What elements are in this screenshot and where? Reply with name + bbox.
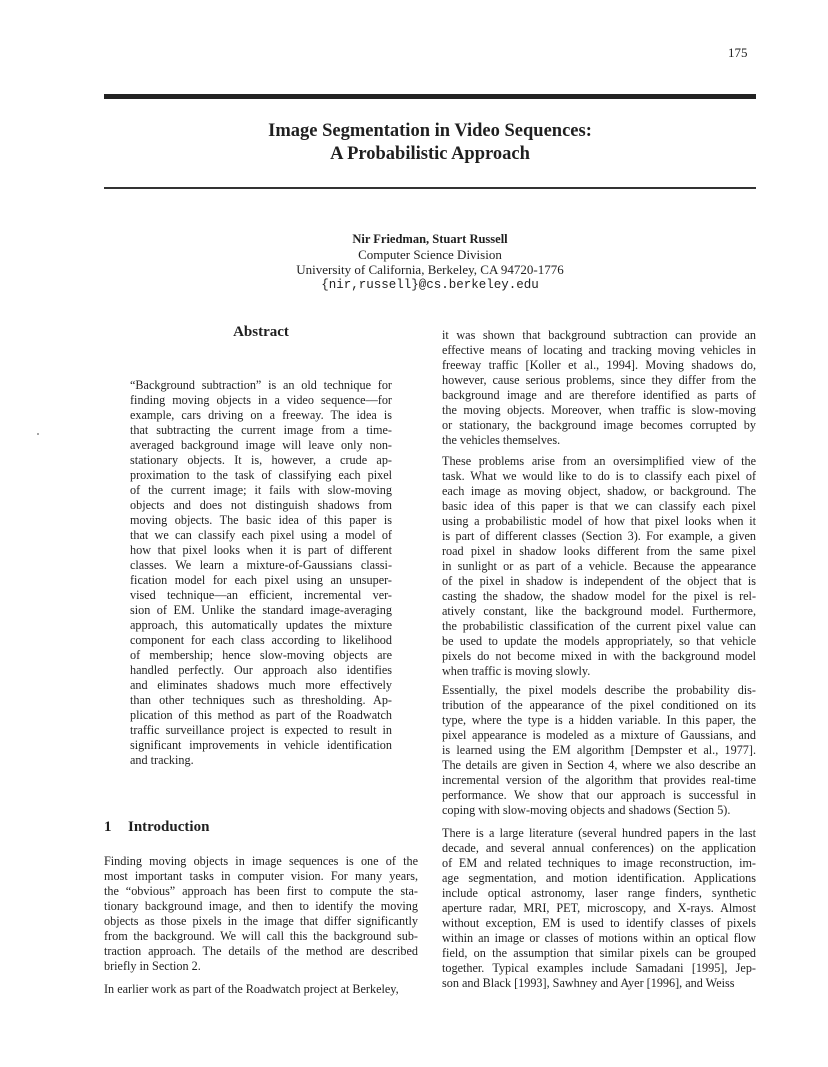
text-line: example, cars driving on a freeway. The idea is [130,408,392,422]
text-line: type, where the type is a hidden variable. In this paper, the [442,713,756,727]
text-line: or stationary, the background image becomes corrupted by [442,418,756,432]
text-line: is learned using the EM algorithm [Dempster et al., 1977]. [442,743,756,757]
text-line: performance. We show that our approach is successful in [442,788,756,802]
right-paragraph-3 [442,683,756,818]
text-line: decade, and several annual conferences) on the application [442,841,756,855]
text-line: aperture radar, MRI, PET, microscopy, and X-rays. Almost [442,901,756,915]
text-line: each image as moving object, shadow, or background. The [442,484,756,498]
intro-paragraph-1 [104,854,418,974]
section-number: 1 [104,819,112,835]
text-line: that subtracting the current image from a time- [130,423,392,437]
text-line: tionary background image, and then to identify the moving [104,899,418,913]
text-line: the “obvious” approach has been first to compute the sta- [104,884,418,898]
author-email: {nir,russell}@cs.berkeley.edu [321,278,539,292]
abstract-heading: Abstract [233,324,289,340]
text-line: of the pixel in shadow is independent of the object that is [442,574,756,588]
text-line: approach, this automatically updates the mixture [130,618,392,632]
text-line: moving objects. The basic idea of this paper is [130,513,392,527]
text-line: road pixel in shadow looks different from the same pixel [442,544,756,558]
text-line: the vehicles themselves. [442,433,561,447]
text-line: task. What we would like to do is to classify each pixel of [442,469,756,483]
text-line: incremental version of the algorithm that provides real-time [442,773,756,787]
text-line: traffic surveillance project is expected to result in [130,723,392,737]
text-line: atively constant, like the background model. Furthermore, [442,604,756,618]
text-line: sion of EM. Unlike the standard image-averaging [130,603,392,617]
text-line: without exception, EM is used to identify classes of pixels [442,916,756,930]
text-line: of the current image; it fails with slow-moving [130,483,392,497]
text-line: of EM and related techniques to image reconstruction, im- [442,856,756,870]
text-line: age segmentation, and motion identification. Applications [442,871,756,885]
section-title: Introduction [128,819,210,835]
abstract-body [130,378,392,768]
text-line: vised technique—an efficient, incremental ver- [130,588,392,602]
page-number: 175 [728,45,748,60]
text-line: effective means of locating and tracking moving vehicles in [442,343,756,357]
right-paragraph-2 [442,454,756,679]
text-line: pixel appearance is modeled as a mixture of Gaussians, and [442,728,756,742]
text-line: in sunlight or as part of a vehicle. Because the appearance [442,559,756,573]
text-line: coping with slow-moving objects and shadows (Section 5). [442,803,731,817]
text-line: plication of this method as part of the Roadwatch [130,708,392,722]
title-rule-thin [104,187,756,189]
text-line: objects as those pixels in the image that differ significantly [104,914,418,928]
text-line: that we can classify each pixel using a model of [130,528,392,542]
text-line: basic idea of this paper is that we can classify each pixel [442,499,756,513]
text-line: Finding moving objects in image sequences is one of the [104,854,418,868]
text-line: casting the shadow, the shadow model for the pixel is rel- [442,589,756,603]
affiliation-university: University of California, Berkeley, CA 94720-1776 [296,262,564,277]
text-line: when traffic is moving slowly. [442,664,591,678]
text-line: In earlier work as part of the Roadwatch project at Berkeley, [104,982,399,996]
text-line: within an image or classes of motions within an optical flow [442,931,756,945]
text-line: traction approach. The details of the method are described [104,944,418,958]
text-line: and tracking. [130,753,194,767]
text-line: tribution of the appearance of the pixel conditioned on its [442,698,756,712]
text-line: classes. We learn a mixture-of-Gaussians classi- [130,558,392,572]
text-line: how that pixel looks when it is part of different [130,543,392,557]
text-line: and eliminates shadows much more effectively [130,678,392,692]
text-line: The details are given in Section 4, where we also describe an [442,758,756,772]
text-line: There is a large literature (several hundred papers in the last [442,826,756,840]
text-line: is part of different classes (Section 3). For example, a given [442,529,756,543]
text-line: stationary objects. It is, however, a crude ap- [130,453,392,467]
text-line: using a probabilistic model of how that pixel looks when it [442,514,756,528]
text-line: freeway traffic [Koller et al., 1994]. Moving shadows do, [442,358,756,372]
text-line: field, on the assumption that similar pixels can be grouped [442,946,756,960]
text-line: handled perfectly. Our approach also identifies [130,663,392,677]
text-line: pixels do not become mixed in with the background model [442,649,756,663]
text-line: together. Typical examples include Samadani [1995], Jep- [442,961,756,975]
text-line: from the background. We will call this the background sub- [104,929,418,943]
text-line: “Background subtraction” is an old technique for [130,378,392,392]
text-line: briefly in Section 2. [104,959,201,973]
text-line: fication model for each pixel using an unsuper- [130,573,392,587]
authors: Nir Friedman, Stuart Russell [352,232,508,246]
text-line: background image and are therefore identified as parts of [442,388,756,402]
right-paragraph-1 [442,328,756,448]
text-line: most important tasks in computer vision. For many years, [104,869,418,883]
paper-title-line1: Image Segmentation in Video Sequences: [268,121,592,141]
text-line: the probabilistic classification of the current pixel value can [442,619,756,633]
header-rule-thick [104,94,756,99]
affiliation-division: Computer Science Division [358,247,502,262]
text-line: Essentially, the pixel models describe the probability dis- [442,683,756,697]
section-heading-introduction [104,820,209,835]
paper-title-line2: A Probabilistic Approach [330,144,530,164]
text-line: finding moving objects in a video sequence—for [130,393,392,407]
text-line: proximation to the task of classifying each pixel [130,468,392,482]
text-line: significant improvements in vehicle identification [130,738,392,752]
right-paragraph-4 [442,826,756,991]
text-line: include optical astronomy, laser range finders, synthetic [442,886,756,900]
text-line: than other techniques such as thresholding. Ap- [130,693,392,707]
text-line: component for each class according to likelihood [130,633,392,647]
text-line: be used to update the models appropriately, so that vehicle [442,634,756,648]
text-line: however, cause serious problems, since they differ from the [442,373,756,387]
text-line: of membership; hence slow-moving objects are [130,648,392,662]
text-line: averaged background image will leave only non- [130,438,392,452]
intro-paragraph-2 [104,982,418,997]
text-line: These problems arise from an oversimplified view of the [442,454,756,468]
scan-speck [37,433,39,435]
text-line: objects and does not distinguish shadows from [130,498,392,512]
text-line: the moving objects. Moreover, when traffic is slow-moving [442,403,756,417]
text-line: it was shown that background subtraction can provide an [442,328,756,342]
text-line: son and Black [1993], Sawhney and Ayer [1996], and Weiss [442,976,735,990]
